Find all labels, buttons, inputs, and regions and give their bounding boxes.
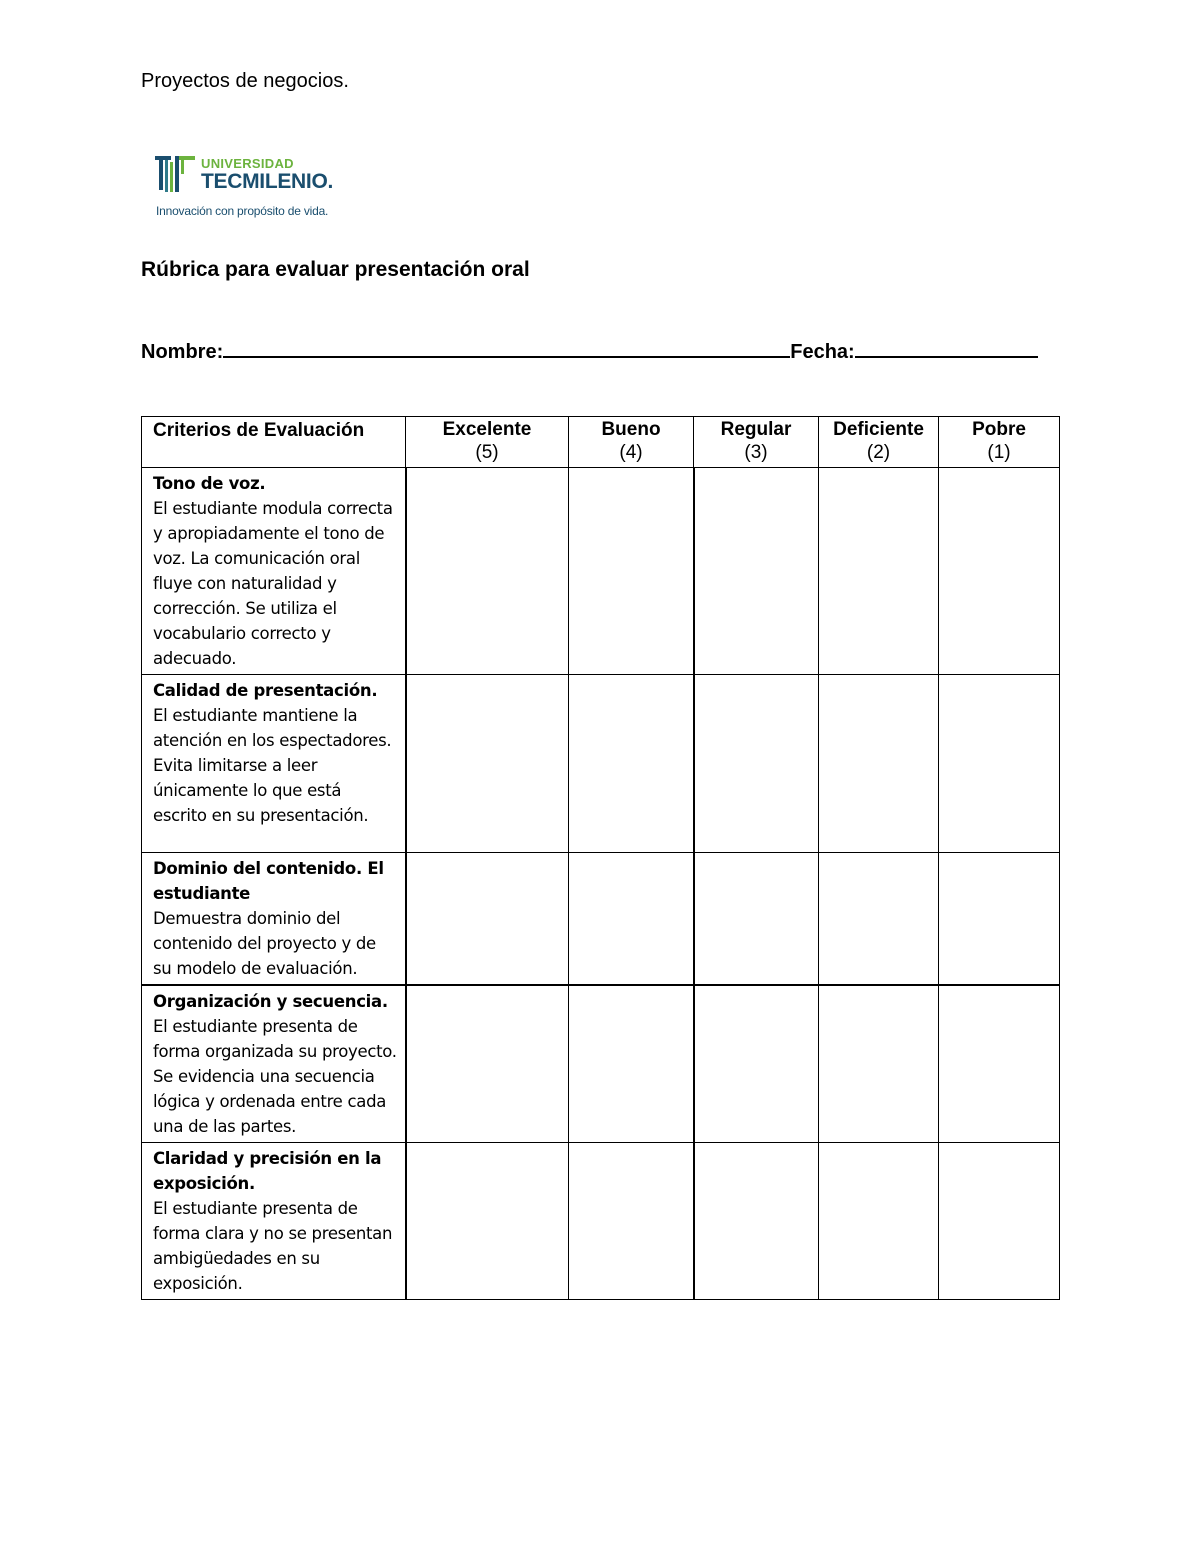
score-cell-bueno[interactable] xyxy=(569,675,694,853)
header-score: (3) xyxy=(744,442,768,463)
criteria-cell xyxy=(142,1143,406,1300)
university-logo xyxy=(153,150,353,222)
table-row xyxy=(142,675,1060,853)
criteria-description: Demuestra dominio del contenido del proyecto y de su modelo de evaluación. xyxy=(153,909,376,978)
score-cell-pobre[interactable] xyxy=(939,468,1060,675)
header-score: (5) xyxy=(475,442,499,463)
rubric-table xyxy=(141,416,1060,1300)
header-label: Pobre xyxy=(972,419,1026,440)
score-cell-regular[interactable] xyxy=(694,468,819,675)
table-row xyxy=(142,1143,1060,1300)
nombre-label: Nombre: xyxy=(141,341,224,363)
criteria-title: Tono de voz. xyxy=(153,474,266,493)
score-cell-excelente[interactable] xyxy=(406,468,569,675)
header-label: Bueno xyxy=(601,419,661,440)
header-bueno xyxy=(569,417,694,468)
score-cell-deficiente[interactable] xyxy=(819,1143,939,1300)
header-label: Deficiente xyxy=(833,419,924,440)
score-cell-pobre[interactable] xyxy=(939,985,1060,1143)
name-date-line xyxy=(141,338,1038,364)
score-cell-deficiente[interactable] xyxy=(819,468,939,675)
score-cell-bueno[interactable] xyxy=(569,468,694,675)
score-cell-pobre[interactable] xyxy=(939,675,1060,853)
score-cell-deficiente[interactable] xyxy=(819,853,939,986)
score-cell-regular[interactable] xyxy=(694,985,819,1143)
score-cell-bueno[interactable] xyxy=(569,985,694,1143)
header-pobre xyxy=(939,417,1060,468)
score-cell-deficiente[interactable] xyxy=(819,675,939,853)
score-cell-pobre[interactable] xyxy=(939,1143,1060,1300)
criteria-cell xyxy=(142,985,406,1143)
logo-tecmilenio: TECMILENIO. xyxy=(201,170,334,193)
criteria-cell xyxy=(142,468,406,675)
header-label: Excelente xyxy=(442,419,532,440)
criteria-description: El estudiante presenta de forma clara y no se presentan ambigüedades en su exposición. xyxy=(153,1199,393,1293)
score-cell-excelente[interactable] xyxy=(406,985,569,1143)
criteria-cell xyxy=(142,675,406,853)
header-regular xyxy=(694,417,819,468)
score-cell-excelente[interactable] xyxy=(406,1143,569,1300)
header-score: (2) xyxy=(866,442,891,463)
score-cell-regular[interactable] xyxy=(694,1143,819,1300)
score-cell-regular[interactable] xyxy=(694,675,819,853)
criteria-title: Organización y secuencia. xyxy=(153,992,388,1011)
criteria-title: Claridad y precisión en la exposición. xyxy=(153,1149,382,1193)
criteria-title: Dominio del contenido. El estudiante xyxy=(153,859,384,903)
nombre-blank[interactable] xyxy=(223,338,790,358)
fecha-label: Fecha: xyxy=(790,341,855,363)
fecha-blank[interactable] xyxy=(855,338,1038,358)
logo-tagline: Innovación con propósito de vida. xyxy=(156,204,329,218)
header-excelente xyxy=(406,417,569,468)
document-header: Proyectos de negocios. xyxy=(141,70,349,92)
criteria-description: El estudiante modula correcta y apropiadamente el tono de voz. La comunicación oral fluye con naturalidad y corrección. Se utiliza el vocabulario correcto y adecuado. xyxy=(153,499,393,668)
header-label: Criterios de Evaluación xyxy=(153,420,365,441)
header-deficiente xyxy=(819,417,939,468)
header-score: (4) xyxy=(619,442,643,463)
score-cell-pobre[interactable] xyxy=(939,853,1060,986)
score-cell-bueno[interactable] xyxy=(569,853,694,986)
page-title: Rúbrica para evaluar presentación oral xyxy=(141,258,530,281)
table-header-row xyxy=(142,417,1060,468)
header-label: Regular xyxy=(720,419,792,440)
criteria-description: El estudiante mantiene la atención en los espectadores. Evita limitarse a leer únicamente lo que está escrito en su presentación. xyxy=(153,706,392,825)
criteria-title: Calidad de presentación. xyxy=(153,681,378,700)
table-row xyxy=(142,985,1060,1143)
score-cell-regular[interactable] xyxy=(694,853,819,986)
table-row xyxy=(142,853,1060,986)
header-criterios xyxy=(142,417,406,468)
tecmilenio-logo-icon xyxy=(153,154,197,194)
score-cell-excelente[interactable] xyxy=(406,853,569,986)
criteria-cell xyxy=(142,853,406,986)
score-cell-bueno[interactable] xyxy=(569,1143,694,1300)
header-score: (1) xyxy=(987,442,1011,463)
logo-universidad: UNIVERSIDAD xyxy=(201,156,294,171)
table-row xyxy=(142,468,1060,675)
score-cell-deficiente[interactable] xyxy=(819,985,939,1143)
score-cell-excelente[interactable] xyxy=(406,675,569,853)
criteria-description: El estudiante presenta de forma organizada su proyecto. Se evidencia una secuencia lógica y ordenada entre cada una de las partes. xyxy=(153,1017,397,1136)
